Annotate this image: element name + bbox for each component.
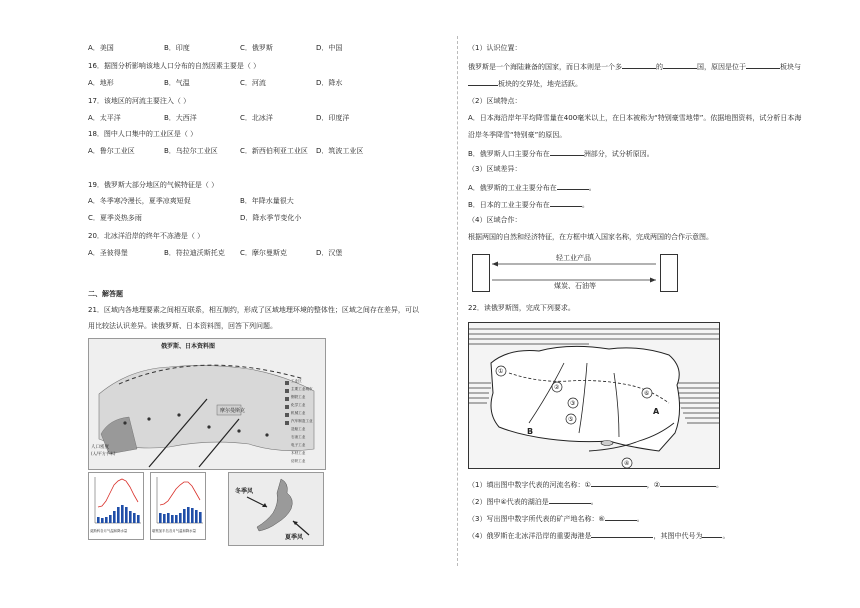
blank-5[interactable] xyxy=(550,148,584,156)
winter-monsoon-label: 冬季风 xyxy=(235,488,254,495)
s1-text-d: 板块与 xyxy=(780,63,801,71)
s1-text-a: 俄罗斯是一个海陆兼备的国家，而日本则是一个多 xyxy=(468,63,622,71)
q22-3-line: （3）写出图中数字所代表的矿产地名称：⑥ 。 xyxy=(468,515,644,523)
q22-1-text-a: （1）填出图中数字代表的河流名称：① xyxy=(468,481,591,489)
legend-item-8: 电子工业 xyxy=(291,443,306,447)
legend-item-10: 纺织工业 xyxy=(291,459,306,463)
kamchatka-climate-caption: 堪察加半岛各月气温和降水量 xyxy=(152,529,197,533)
precip-bar xyxy=(125,507,128,523)
s2-a-line-2: 沿岸冬季降雪“特别豪”的原因。 xyxy=(468,131,567,139)
q20-text: 20．北冰洋沿岸的终年不冻港是（ ） xyxy=(88,232,205,240)
moscow-climate-caption: 莫斯科各月气温和降水量 xyxy=(90,529,128,533)
map-label-5: ⑤ xyxy=(568,416,574,423)
legend-item-9: 木材工业 xyxy=(291,451,306,455)
cooperation-diagram xyxy=(468,252,678,292)
s3-a-text: A．俄罗斯的工业主要分布在 xyxy=(468,184,557,192)
q18-option-b: B．乌拉尔工业区 xyxy=(164,147,218,155)
q20-option-a: A．圣彼得堡 xyxy=(88,249,128,257)
column-divider xyxy=(457,36,458,566)
blank-2[interactable] xyxy=(663,61,697,69)
precip-bar xyxy=(167,513,170,523)
q15-option-d: D．中国 xyxy=(316,44,343,52)
s2-b-text-b: 洲部分，试分析原因。 xyxy=(583,150,654,158)
q19-option-d: D．降水季节变化小 xyxy=(240,214,302,222)
q22-1-line: （1）填出图中数字代表的河流名称：① ，② 。 xyxy=(468,481,724,489)
s4-text: 根据两国的自然和经济特征，在方框中填入国家名称，完成两国的合作示意图。 xyxy=(468,233,713,241)
s3-a-line: A．俄罗斯的工业主要分布在 。 xyxy=(468,184,596,192)
q19-option-a: A．冬季寒冷漫长，夏季凉爽短促 xyxy=(88,197,191,205)
q17-option-c: C．北冰洋 xyxy=(240,114,273,122)
legend-item-6: 造船工业 xyxy=(291,427,306,431)
map-label-b: B xyxy=(527,427,534,436)
precip-bar xyxy=(175,515,178,523)
russia-japan-map xyxy=(88,338,326,470)
kamchatka-climate-chart xyxy=(150,472,206,540)
russia-japan-map-svg xyxy=(89,339,325,469)
s1-text-e: 板块的交界处，地壳活跃。 xyxy=(498,80,582,88)
legend-item-2: 钢铁工业 xyxy=(291,395,306,399)
q17-text: 17．该地区的河流主要注入（ ） xyxy=(88,97,191,105)
population-density-label: 人口密度 xyxy=(91,445,109,450)
q15-option-c: C．俄罗斯 xyxy=(240,44,273,52)
q18-text: 18．图中人口集中的工业区是（ ） xyxy=(88,130,198,138)
russia-japan-map-title: 俄罗斯、日本资料图 xyxy=(161,343,216,350)
moscow-climate-svg xyxy=(89,473,143,527)
s1-line-1 xyxy=(468,61,801,72)
blank-6[interactable] xyxy=(557,182,589,190)
q17-option-d: D．印度洋 xyxy=(316,114,350,122)
s1-text-c: 国，原因是位于 xyxy=(697,63,746,71)
map-label-2: ② xyxy=(554,384,560,391)
blank-8[interactable] xyxy=(591,479,647,487)
legend-item-7: 石油工业 xyxy=(291,435,306,439)
legend-item-3: 化学工业 xyxy=(291,403,306,407)
blank-7[interactable] xyxy=(550,199,582,207)
legend-item-1: 主要工业城市 xyxy=(291,387,313,391)
s1-heading: （1）认识位置： xyxy=(468,44,522,52)
blank-12[interactable] xyxy=(591,530,653,538)
s2-b-text-a: B．俄罗斯人口主要分布在 xyxy=(468,150,550,158)
precip-bar xyxy=(117,507,120,523)
q19-option-b: B．年降水量很大 xyxy=(240,197,294,205)
map-label-4: ④ xyxy=(624,460,630,467)
blank-9[interactable] xyxy=(660,479,716,487)
q16-text: 16．据图分析影响该地人口分布的自然因素主要是（ ） xyxy=(88,62,261,70)
legend-item-0: 工业区 xyxy=(291,379,302,383)
s3-b-line: B．日本的工业主要分布在 。 xyxy=(468,201,589,209)
s2-heading: （2）区域特点： xyxy=(468,97,522,105)
q22-4-text-a: （4）俄罗斯在北冰洋沿岸的重要海港是 xyxy=(468,532,592,540)
q22-1-text-b: ，② xyxy=(646,481,661,489)
precip-bar xyxy=(191,508,194,523)
q20-option-d: D．汉堡 xyxy=(316,249,343,257)
japan-monsoon-svg xyxy=(229,473,323,545)
russia-rivers-map xyxy=(468,322,720,469)
section-heading: 二、解答题 xyxy=(88,290,123,298)
precip-bar xyxy=(105,517,108,523)
q20-option-b: B．符拉迪沃斯托克 xyxy=(164,249,225,257)
q18-option-a: A．鲁尔工业区 xyxy=(88,147,135,155)
s1-text-b: 的 xyxy=(656,63,663,71)
s3-heading: （3）区域差异： xyxy=(468,165,522,173)
precip-bar xyxy=(101,518,104,523)
q22-3-text: （3）写出图中数字所代表的矿产地名称：⑥ xyxy=(468,515,605,523)
q17-option-a: A．太平洋 xyxy=(88,114,121,122)
s4-heading: （4）区域合作： xyxy=(468,216,522,224)
precip-bar xyxy=(179,513,182,523)
q16-option-c: C．河流 xyxy=(240,79,266,87)
q18-option-c: C．新西伯利亚工业区 xyxy=(240,147,308,155)
precip-bar xyxy=(199,512,202,523)
s1-line-2 xyxy=(468,78,582,89)
blank-13[interactable] xyxy=(702,530,722,538)
s2-a-line-1: A．日本海沿岸年平均降雪量在400毫米以上，在日本被称为“特别豪雪地带”。依据地图资料，试分析日本海 xyxy=(468,114,802,122)
moscow-climate-chart xyxy=(88,472,144,540)
kamchatka-climate-svg xyxy=(151,473,205,527)
temp-line xyxy=(160,482,200,505)
temp-line xyxy=(98,479,138,507)
q16-option-d: D．降水 xyxy=(316,79,343,87)
q19-option-c: C．夏季炎热多雨 xyxy=(88,214,142,222)
coop-bottom-label: 煤炭、石油等 xyxy=(554,282,596,290)
s3-b-text: B．日本的工业主要分布在 xyxy=(468,201,550,209)
blank-1[interactable] xyxy=(622,61,656,69)
q22-2-text: （2）图中④代表的湖泊是 xyxy=(468,498,549,506)
q17-option-b: B．大西洋 xyxy=(164,114,197,122)
q22-4-text-b: ，其图中代号为 xyxy=(653,532,703,540)
q21-line-2: 用比较法认识差异。读俄罗斯、日本资料图，回答下列问题。 xyxy=(88,322,277,330)
precip-bar xyxy=(171,515,174,523)
precip-bar xyxy=(113,511,116,523)
q16-option-a: A．地形 xyxy=(88,79,114,87)
q18-option-d: D．筑波工业区 xyxy=(316,147,364,155)
precip-bar xyxy=(163,514,166,523)
precip-bar xyxy=(187,507,190,523)
precip-bar xyxy=(121,505,124,523)
precip-bar xyxy=(97,517,100,523)
q22-4-line: （4）俄罗斯在北冰洋沿岸的重要海港是 ，其图中代号为 。 xyxy=(468,532,730,540)
map-label-3: ③ xyxy=(570,400,576,407)
q21-line-1: 21．区域内各地理要素之间相互联系，相互制约，形成了区域地理环境的整体性；区域之间存在差异，可以 xyxy=(88,306,419,314)
precip-bar xyxy=(183,509,186,523)
q15-option-a: A．美国 xyxy=(88,44,114,52)
map-label-a: A xyxy=(653,407,660,416)
q19-text: 19．俄罗斯大部分地区的气候特征是（ ） xyxy=(88,181,219,189)
japan-monsoon-map xyxy=(228,472,324,546)
coop-top-label: 轻工业产品 xyxy=(556,254,591,262)
precip-bar xyxy=(129,511,132,523)
precip-bar xyxy=(133,513,136,523)
summer-monsoon-label: 夏季风 xyxy=(285,534,304,541)
q22-text: 22．读俄罗斯图，完成下列要求。 xyxy=(468,304,575,312)
population-density-unit: (人/平方千米) xyxy=(91,451,116,456)
blank-4[interactable] xyxy=(468,78,498,86)
precip-bar xyxy=(137,515,140,523)
q16-option-b: B．气温 xyxy=(164,79,190,87)
blank-11[interactable] xyxy=(605,513,637,521)
q22-2-line: （2）图中④代表的湖泊是 。 xyxy=(468,498,598,506)
legend-item-4: 机械工业 xyxy=(291,411,306,415)
blank-3[interactable] xyxy=(746,61,780,69)
precip-bar xyxy=(195,510,198,523)
map-label-6: ⑥ xyxy=(644,390,650,397)
map-place-label: 摩尔曼斯克 xyxy=(220,408,246,414)
q15-option-b: B．印度 xyxy=(164,44,190,52)
q20-option-c: C．摩尔曼斯克 xyxy=(240,249,287,257)
legend-item-5: 汽车制造工业 xyxy=(291,419,313,423)
s2-b-line xyxy=(468,148,654,159)
russia-rivers-svg xyxy=(469,323,719,468)
precip-bar xyxy=(159,513,162,523)
blank-10[interactable] xyxy=(549,496,591,504)
precip-bar xyxy=(109,515,112,523)
map-label-1: ① xyxy=(498,368,504,375)
